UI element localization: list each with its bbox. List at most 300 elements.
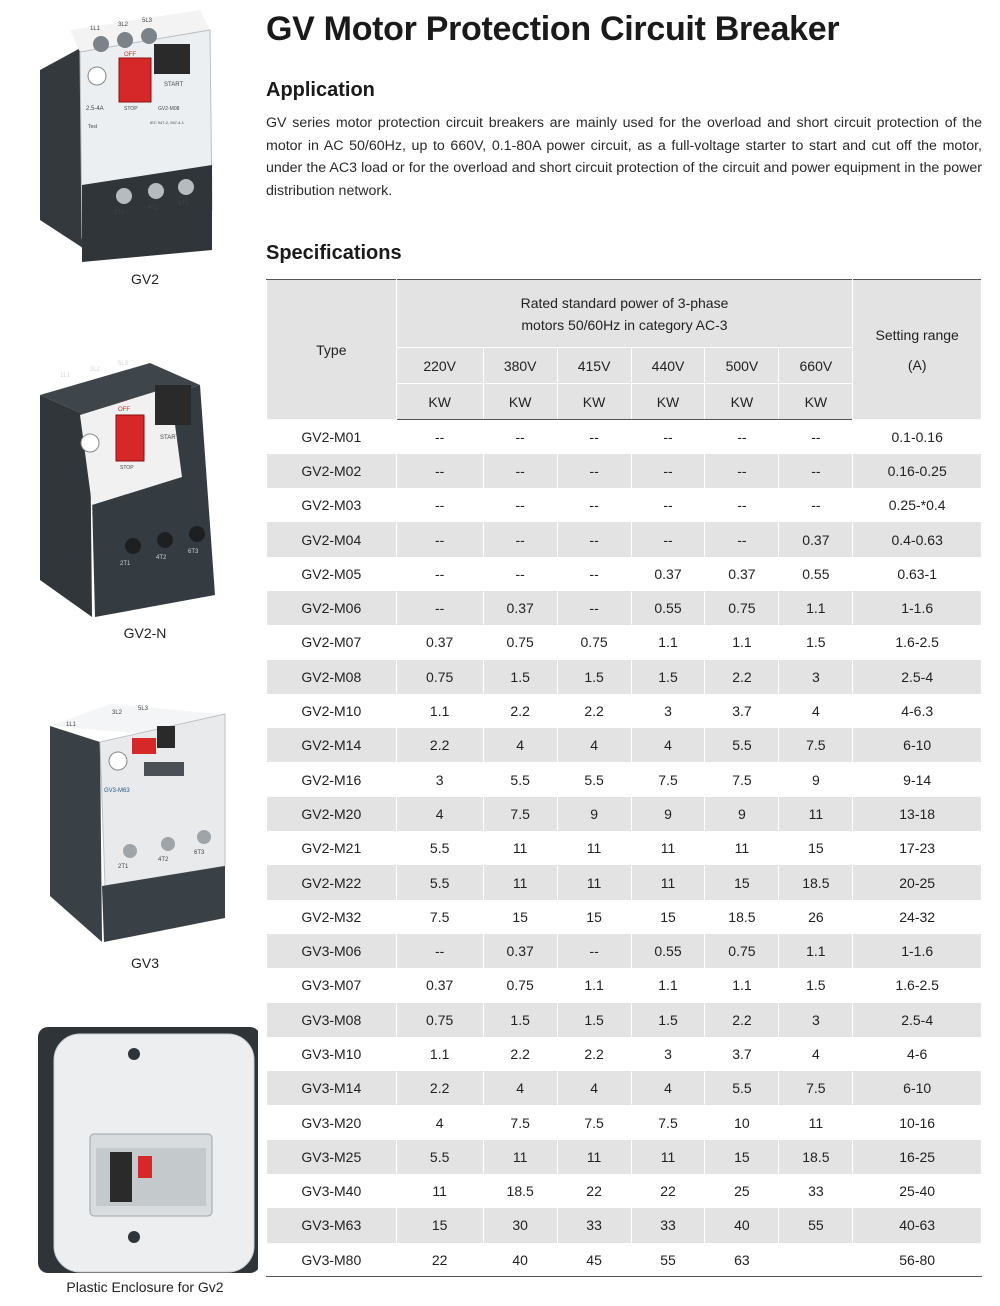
gv2-label-off: OFF xyxy=(124,52,136,58)
power-cell: 1.5 xyxy=(483,1003,557,1037)
power-cell: 4 xyxy=(483,728,557,762)
gv2-terminal-screw xyxy=(148,183,164,199)
setting-range-cell: 0.4-0.63 xyxy=(853,522,982,556)
gv2n-caption: GV2-N xyxy=(123,625,167,641)
type-cell: GV3-M20 xyxy=(267,1105,397,1139)
power-cell: 15 xyxy=(705,1140,779,1174)
power-cell: 33 xyxy=(631,1208,705,1242)
power-cell: 4 xyxy=(557,728,631,762)
enclosure-stop-button xyxy=(138,1156,152,1178)
gv2n-label-t3: 5L3 xyxy=(118,361,129,367)
power-cell: 5.5 xyxy=(705,1071,779,1105)
power-cell: 10 xyxy=(705,1105,779,1139)
setting-range-cell: 1-1.6 xyxy=(853,591,982,625)
setting-range-cell: 13-18 xyxy=(853,797,982,831)
power-cell: 5.5 xyxy=(396,831,483,865)
voltage-header: 500V xyxy=(705,348,779,384)
table-row xyxy=(267,1071,982,1105)
power-cell: 11 xyxy=(779,797,853,831)
gv2-label-t3: 5L3 xyxy=(142,18,153,24)
power-cell: -- xyxy=(396,591,483,625)
gv2-label-model: GV2-M08 xyxy=(158,106,180,112)
table-row xyxy=(267,728,982,762)
power-cell: 30 xyxy=(483,1208,557,1242)
power-cell: -- xyxy=(631,420,705,454)
type-cell: GV3-M14 xyxy=(267,1071,397,1105)
gv3-start-button xyxy=(157,726,175,748)
power-cell: 0.37 xyxy=(631,557,705,591)
power-cell: -- xyxy=(483,454,557,488)
gv2-label-std: IEC 947-2, 947-4-1 xyxy=(150,120,185,125)
gv2-label-t2: 3L2 xyxy=(118,22,129,28)
power-cell: 0.75 xyxy=(396,1003,483,1037)
power-cell: 15 xyxy=(396,1208,483,1242)
power-cell: 7.5 xyxy=(557,1105,631,1139)
power-cell: 2.2 xyxy=(396,728,483,762)
setting-range-cell: 16-25 xyxy=(853,1140,982,1174)
table-row xyxy=(267,1105,982,1139)
power-cell: 1.5 xyxy=(557,660,631,694)
specifications-heading: Specifications xyxy=(266,242,402,264)
table-row xyxy=(267,831,982,865)
gv2n-terminal-screw xyxy=(125,538,141,554)
gv3-label-model: GV3-M63 xyxy=(104,788,130,794)
enclosure-screw xyxy=(128,1048,140,1060)
type-cell: GV2-M03 xyxy=(267,488,397,522)
specifications-body xyxy=(267,420,982,1277)
power-cell: -- xyxy=(396,454,483,488)
power-cell: -- xyxy=(557,454,631,488)
power-cell: 45 xyxy=(557,1243,631,1277)
gv2-breaker-image xyxy=(0,0,258,262)
power-cell: -- xyxy=(779,420,853,454)
power-cell: 9 xyxy=(631,797,705,831)
setting-range-cell: 56-80 xyxy=(853,1243,982,1277)
gv3-label-t1: 1L1 xyxy=(66,722,77,728)
power-cell: 7.5 xyxy=(779,728,853,762)
power-cell: -- xyxy=(705,488,779,522)
setting-range-cell: 4-6.3 xyxy=(853,694,982,728)
voltage-header: 380V xyxy=(483,348,557,384)
power-cell: -- xyxy=(705,454,779,488)
setting-range-cell: 0.16-0.25 xyxy=(853,454,982,488)
table-row xyxy=(267,557,982,591)
gv3-label-b2: 4T2 xyxy=(158,857,169,863)
setting-range-cell: 4-6 xyxy=(853,1037,982,1071)
power-cell: -- xyxy=(557,522,631,556)
power-cell: 11 xyxy=(557,831,631,865)
type-cell: GV3-M40 xyxy=(267,1174,397,1208)
gv3-breaker-image xyxy=(0,696,258,942)
power-cell: 0.55 xyxy=(779,557,853,591)
type-cell: GV2-M16 xyxy=(267,762,397,796)
table-row xyxy=(267,488,982,522)
table-row xyxy=(267,865,982,899)
power-cell: 7.5 xyxy=(631,1105,705,1139)
power-cell: 2.2 xyxy=(396,1071,483,1105)
gv3-terminal-screw xyxy=(197,830,211,844)
power-cell: 1.5 xyxy=(779,625,853,659)
type-cell: GV3-M06 xyxy=(267,934,397,968)
power-cell: -- xyxy=(705,522,779,556)
power-cell: 4 xyxy=(779,694,853,728)
power-cell: 9 xyxy=(779,762,853,796)
type-cell: GV3-M07 xyxy=(267,968,397,1002)
power-cell: 18.5 xyxy=(483,1174,557,1208)
power-cell: 0.55 xyxy=(631,591,705,625)
gv2-label-start: START xyxy=(164,82,184,88)
range-header-line2: (A) xyxy=(907,356,927,373)
power-cell: 22 xyxy=(631,1174,705,1208)
gv3-window xyxy=(144,762,184,776)
power-cell: 3 xyxy=(631,1037,705,1071)
voltage-header: 220V xyxy=(396,348,483,384)
unit-header: KW xyxy=(779,384,853,420)
power-cell: 0.75 xyxy=(557,625,631,659)
gv2-label-stop: STOP xyxy=(124,106,138,112)
gv2-stop-button xyxy=(119,58,151,102)
gv3-label-b3: 6T3 xyxy=(194,850,205,856)
power-cell: 7.5 xyxy=(779,1071,853,1105)
gv2n-terminal-screw xyxy=(189,526,205,542)
type-cell: GV2-M21 xyxy=(267,831,397,865)
power-cell: 26 xyxy=(779,900,853,934)
table-row xyxy=(267,900,982,934)
power-cell: 40 xyxy=(483,1243,557,1277)
type-cell: GV2-M20 xyxy=(267,797,397,831)
power-cell: 7.5 xyxy=(483,1105,557,1139)
power-cell: 3 xyxy=(631,694,705,728)
gv2n-stop-button xyxy=(116,415,144,461)
power-cell: 1.5 xyxy=(631,1003,705,1037)
type-cell: GV2-M06 xyxy=(267,591,397,625)
type-cell: GV2-M02 xyxy=(267,454,397,488)
power-cell: 7.5 xyxy=(631,762,705,796)
enclosure-caption: Plastic Enclosure for Gv2 xyxy=(66,1279,224,1295)
setting-range-cell: 1-1.6 xyxy=(853,934,982,968)
gv2-terminal-screw xyxy=(117,32,133,48)
type-cell: GV3-M80 xyxy=(267,1243,397,1277)
gv2n-label-off: OFF xyxy=(118,407,130,413)
table-row xyxy=(267,625,982,659)
power-cell: -- xyxy=(396,557,483,591)
gv3-label-b1: 2T1 xyxy=(118,864,129,870)
power-cell: -- xyxy=(631,454,705,488)
power-cell: -- xyxy=(396,934,483,968)
gv2n-label-t2: 3L2 xyxy=(90,367,101,373)
power-cell: 1.1 xyxy=(557,968,631,1002)
gv2-caption: GV2 xyxy=(130,271,159,287)
gv2-label-t1: 1L1 xyxy=(90,26,101,32)
power-cell: 0.75 xyxy=(396,660,483,694)
gv3-side-panel xyxy=(50,726,102,942)
power-cell xyxy=(779,1243,853,1277)
type-cell: GV3-M10 xyxy=(267,1037,397,1071)
type-cell: GV3-M25 xyxy=(267,1140,397,1174)
gv2-label-b1: 2T1 xyxy=(114,210,125,216)
gv3-label-t2: 3L2 xyxy=(112,710,123,716)
unit-header: KW xyxy=(396,384,483,420)
page-title: GV Motor Protection Circuit Breaker xyxy=(266,10,840,48)
setting-range-header xyxy=(853,280,982,420)
power-cell: 3 xyxy=(396,762,483,796)
power-cell: 4 xyxy=(779,1037,853,1071)
gv2n-breaker-image xyxy=(0,355,258,617)
table-row xyxy=(267,591,982,625)
power-cell: 15 xyxy=(483,900,557,934)
table-row xyxy=(267,1174,982,1208)
power-cell: 33 xyxy=(557,1208,631,1242)
setting-range-cell: 1.6-2.5 xyxy=(853,625,982,659)
type-cell: GV2-M04 xyxy=(267,522,397,556)
specifications-table xyxy=(266,279,982,1277)
setting-range-cell: 2.5-4 xyxy=(853,1003,982,1037)
power-cell: 25 xyxy=(705,1174,779,1208)
table-row xyxy=(267,1208,982,1242)
power-cell: 0.37 xyxy=(705,557,779,591)
table-row xyxy=(267,420,982,454)
power-cell: -- xyxy=(483,557,557,591)
power-cell: 0.75 xyxy=(705,591,779,625)
type-cell: GV2-M32 xyxy=(267,900,397,934)
power-cell: 11 xyxy=(557,1140,631,1174)
power-cell: -- xyxy=(779,488,853,522)
power-cell: 0.37 xyxy=(483,934,557,968)
type-cell: GV3-M08 xyxy=(267,1003,397,1037)
power-cell: 3 xyxy=(779,660,853,694)
gv2n-setting-dial xyxy=(81,434,99,452)
power-header xyxy=(396,280,853,348)
power-cell: 15 xyxy=(557,900,631,934)
power-cell: 11 xyxy=(705,831,779,865)
setting-range-cell: 10-16 xyxy=(853,1105,982,1139)
type-cell: GV3-M63 xyxy=(267,1208,397,1242)
setting-range-cell: 0.1-0.16 xyxy=(853,420,982,454)
setting-range-cell: 6-10 xyxy=(853,1071,982,1105)
type-cell: GV2-M05 xyxy=(267,557,397,591)
gv2n-label-b3: 6T3 xyxy=(188,549,199,555)
power-cell: 0.75 xyxy=(483,968,557,1002)
power-cell: -- xyxy=(396,522,483,556)
power-cell: 1.1 xyxy=(631,968,705,1002)
power-cell: 0.55 xyxy=(631,934,705,968)
gv2-setting-dial xyxy=(88,67,106,85)
setting-range-cell: 17-23 xyxy=(853,831,982,865)
power-cell: 55 xyxy=(779,1208,853,1242)
type-cell: GV2-M01 xyxy=(267,420,397,454)
gv2-label-b3: 6T3 xyxy=(178,201,189,207)
table-row xyxy=(267,454,982,488)
gv2-label-test: Test xyxy=(88,124,98,130)
gv2n-label-t1: 1L1 xyxy=(60,373,71,379)
power-cell: 1.1 xyxy=(631,625,705,659)
power-cell: 2.2 xyxy=(483,1037,557,1071)
power-cell: 9 xyxy=(557,797,631,831)
unit-header: KW xyxy=(631,384,705,420)
power-cell: 3.7 xyxy=(705,1037,779,1071)
power-cell: 4 xyxy=(396,797,483,831)
power-cell: 55 xyxy=(631,1243,705,1277)
power-cell: 11 xyxy=(483,865,557,899)
setting-range-cell: 25-40 xyxy=(853,1174,982,1208)
unit-header: KW xyxy=(483,384,557,420)
power-cell: -- xyxy=(631,522,705,556)
table-row xyxy=(267,660,982,694)
gv2-side-panel xyxy=(40,45,86,250)
gv3-setting-dial xyxy=(109,752,127,770)
power-cell: 11 xyxy=(631,865,705,899)
gv3-label-t3: 5L3 xyxy=(138,706,149,712)
power-cell: 18.5 xyxy=(779,1140,853,1174)
range-header-line1: Setting range xyxy=(875,326,959,343)
power-cell: 9 xyxy=(705,797,779,831)
power-cell: 11 xyxy=(557,865,631,899)
power-cell: 4 xyxy=(631,1071,705,1105)
power-cell: 3 xyxy=(779,1003,853,1037)
table-row xyxy=(267,934,982,968)
power-cell: 1.5 xyxy=(557,1003,631,1037)
power-cell: 18.5 xyxy=(779,865,853,899)
power-cell: 1.5 xyxy=(483,660,557,694)
power-cell: -- xyxy=(779,454,853,488)
power-cell: 63 xyxy=(705,1243,779,1277)
gv2n-start-button xyxy=(155,385,191,425)
table-row xyxy=(267,762,982,796)
power-cell: 0.37 xyxy=(483,591,557,625)
power-cell: 1.5 xyxy=(631,660,705,694)
table-row xyxy=(267,694,982,728)
gv2n-terminal-screw xyxy=(157,532,173,548)
enclosure-image xyxy=(0,1024,258,1274)
power-header-line2: motors 50/60Hz in category AC-3 xyxy=(521,316,728,333)
power-cell: -- xyxy=(557,420,631,454)
gv3-terminal-screw xyxy=(123,844,137,858)
gv2n-label-b2: 4T2 xyxy=(156,555,167,561)
gv3-red-indicator xyxy=(132,738,156,754)
power-cell: 5.5 xyxy=(483,762,557,796)
table-row xyxy=(267,1003,982,1037)
gv2-terminal-screw xyxy=(93,36,109,52)
application-text: GV series motor protection circuit breakers are mainly used for the overload and short circuit protection of the motor in AC 50/60Hz, up to 660V, 0.1-80A power circuit, as a full-voltage starter to start and cut off the motor, under the AC3 load or for the overload and short circuit protection of the circuit and power equipment in the power distribution network. xyxy=(266,115,982,199)
type-cell: GV2-M07 xyxy=(267,625,397,659)
power-cell: -- xyxy=(631,488,705,522)
power-cell: 18.5 xyxy=(705,900,779,934)
power-cell: 2.2 xyxy=(557,694,631,728)
application-heading: Application xyxy=(266,79,375,101)
gv2-start-button xyxy=(154,44,190,74)
setting-range-cell: 6-10 xyxy=(853,728,982,762)
setting-range-cell: 1.6-2.5 xyxy=(853,968,982,1002)
power-cell: 1.1 xyxy=(779,934,853,968)
power-cell: 33 xyxy=(779,1174,853,1208)
voltage-header: 415V xyxy=(557,348,631,384)
power-cell: 11 xyxy=(483,1140,557,1174)
gv2n-label-start: START xyxy=(160,435,180,441)
setting-range-cell: 20-25 xyxy=(853,865,982,899)
gv2n-label-stop: STOP xyxy=(120,465,134,471)
power-cell: -- xyxy=(483,420,557,454)
power-cell: 1.1 xyxy=(705,625,779,659)
power-cell: 40 xyxy=(705,1208,779,1242)
power-cell: 4 xyxy=(396,1105,483,1139)
type-cell: GV2-M14 xyxy=(267,728,397,762)
gv2-terminal-screw xyxy=(141,28,157,44)
power-cell: 11 xyxy=(396,1174,483,1208)
power-header-line1: Rated standard power of 3-phase xyxy=(520,294,729,311)
setting-range-cell: 9-14 xyxy=(853,762,982,796)
table-row xyxy=(267,797,982,831)
power-cell: 4 xyxy=(483,1071,557,1105)
table-row xyxy=(267,522,982,556)
power-cell: -- xyxy=(483,488,557,522)
power-cell: 5.5 xyxy=(396,865,483,899)
power-cell: 1.1 xyxy=(705,968,779,1002)
gv2-label-range: 2.5-4A xyxy=(86,106,104,112)
gv2n-label-b1: 2T1 xyxy=(120,561,131,567)
power-cell: -- xyxy=(396,420,483,454)
power-cell: 7.5 xyxy=(705,762,779,796)
power-cell: 15 xyxy=(779,831,853,865)
setting-range-cell: 0.63-1 xyxy=(853,557,982,591)
table-row xyxy=(267,968,982,1002)
unit-header: KW xyxy=(705,384,779,420)
power-cell: -- xyxy=(557,557,631,591)
power-cell: 11 xyxy=(631,831,705,865)
power-cell: 7.5 xyxy=(396,900,483,934)
voltage-header: 660V xyxy=(779,348,853,384)
table-row xyxy=(267,1243,982,1277)
power-cell: 11 xyxy=(483,831,557,865)
power-cell: -- xyxy=(705,420,779,454)
gv2-label-b2: 4T2 xyxy=(148,205,159,211)
power-cell: 1.1 xyxy=(396,1037,483,1071)
voltage-header: 440V xyxy=(631,348,705,384)
enclosure-screw xyxy=(128,1231,140,1243)
power-cell: 7.5 xyxy=(483,797,557,831)
power-cell: 0.37 xyxy=(779,522,853,556)
gv2-terminal-screw xyxy=(178,179,194,195)
power-cell: -- xyxy=(557,934,631,968)
power-cell: 15 xyxy=(705,865,779,899)
enclosure-start-button xyxy=(110,1152,132,1202)
setting-range-cell: 24-32 xyxy=(853,900,982,934)
gv3-terminal-screw xyxy=(161,837,175,851)
power-cell: 0.37 xyxy=(396,625,483,659)
power-cell: 4 xyxy=(557,1071,631,1105)
gv3-caption: GV3 xyxy=(130,955,159,971)
power-cell: -- xyxy=(557,591,631,625)
power-cell: 1.1 xyxy=(779,591,853,625)
power-cell: 0.75 xyxy=(483,625,557,659)
power-cell: 22 xyxy=(396,1243,483,1277)
power-cell: 2.2 xyxy=(557,1037,631,1071)
power-cell: 5.5 xyxy=(705,728,779,762)
power-cell: 2.2 xyxy=(483,694,557,728)
power-cell: 0.75 xyxy=(705,934,779,968)
product-images-column xyxy=(0,0,258,1306)
power-cell: 3.7 xyxy=(705,694,779,728)
power-cell: 2.2 xyxy=(705,660,779,694)
power-cell: 5.5 xyxy=(396,1140,483,1174)
power-cell: 1.5 xyxy=(779,968,853,1002)
setting-range-cell: 40-63 xyxy=(853,1208,982,1242)
power-cell: 11 xyxy=(779,1105,853,1139)
power-cell: 2.2 xyxy=(705,1003,779,1037)
type-header: Type xyxy=(267,280,397,420)
setting-range-cell: 2.5-4 xyxy=(853,660,982,694)
power-cell: -- xyxy=(396,488,483,522)
unit-header: KW xyxy=(557,384,631,420)
